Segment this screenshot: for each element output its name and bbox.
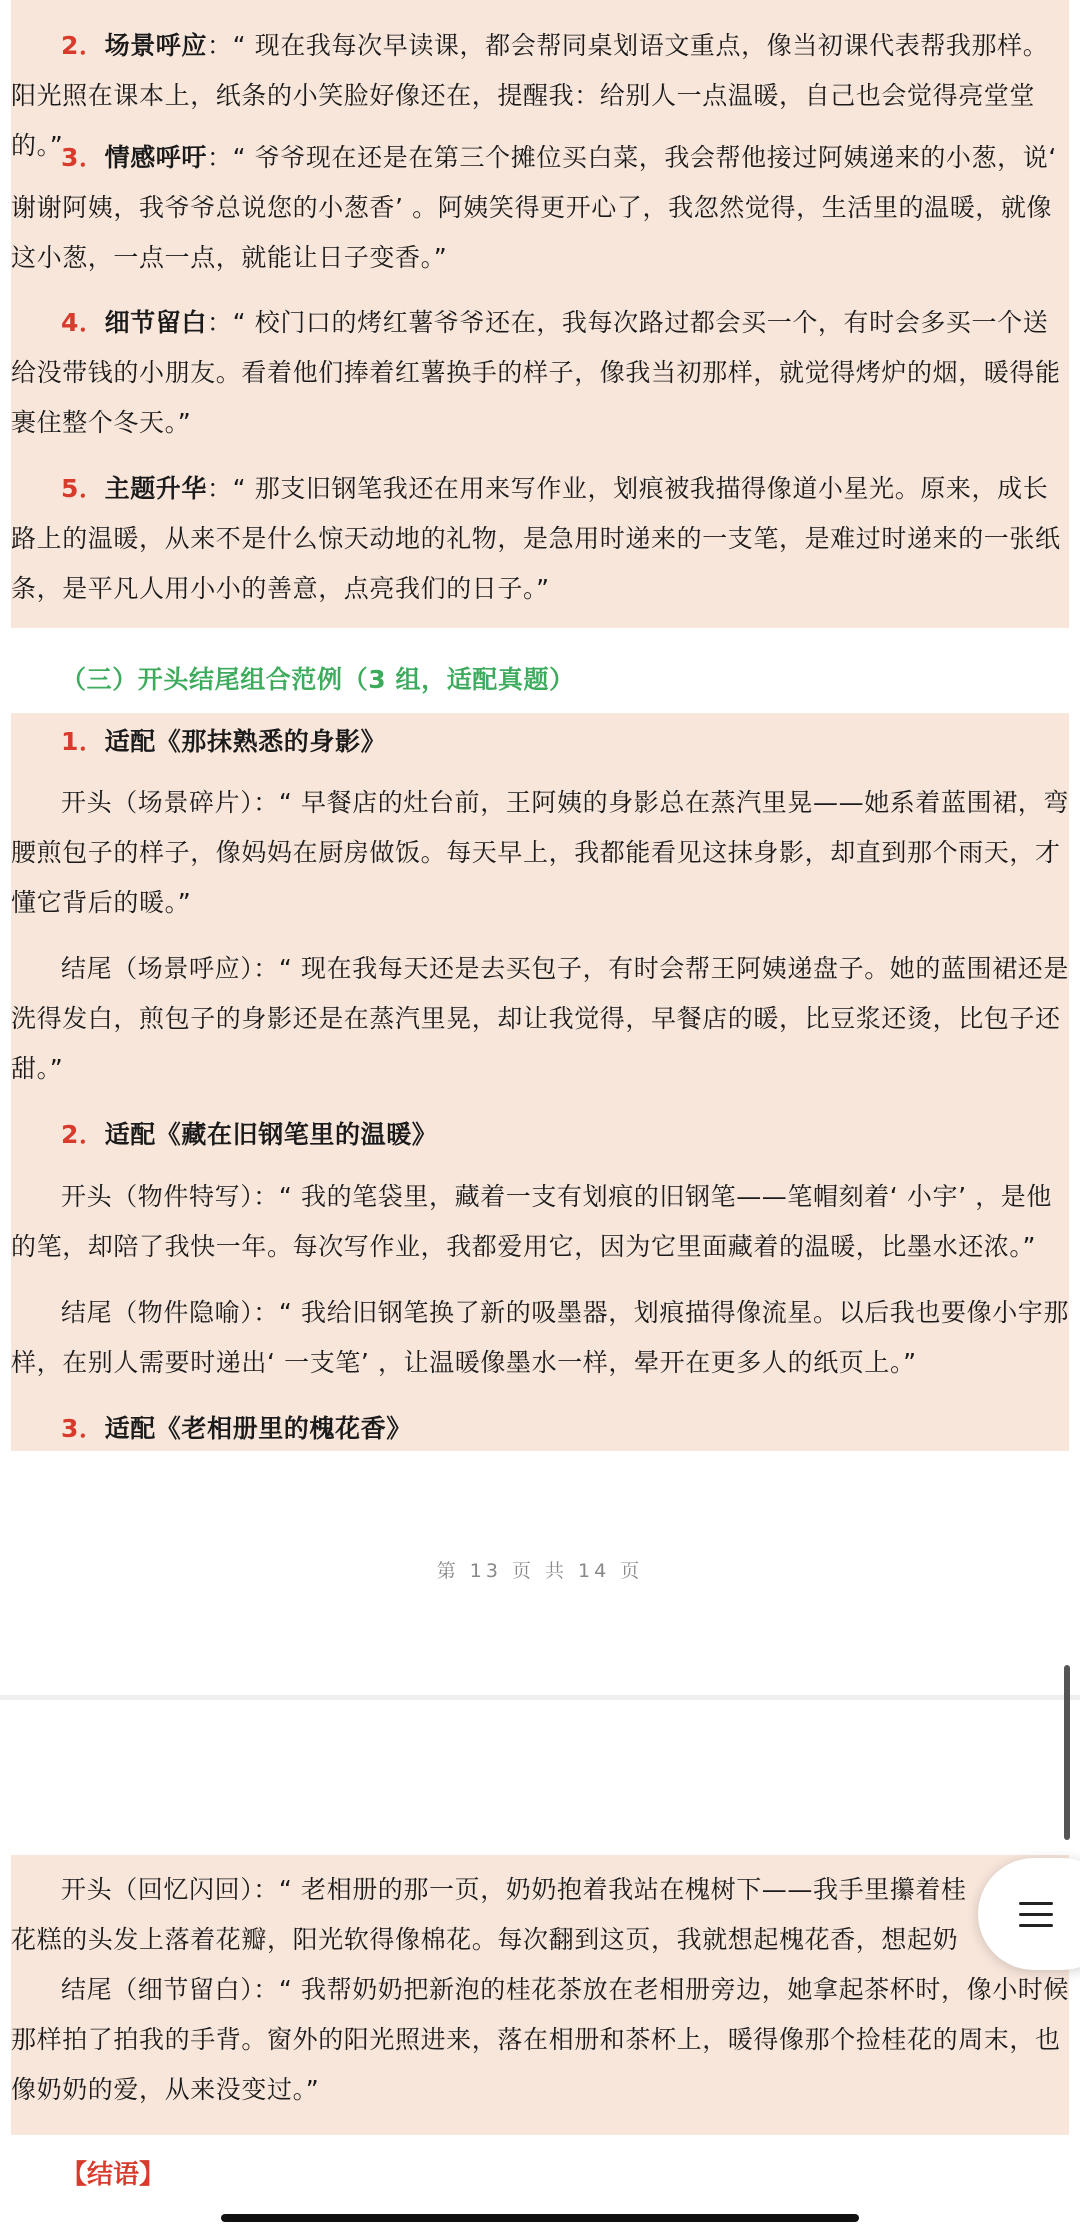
item-number: 5． (61, 474, 105, 503)
item-text: ：“ 爷爷现在还是在第三个摊位买白菜，我会帮他接过阿姨递来的小葱，说‘ 谢谢阿姨，我爷爷总说您的小葱香’ 。阿姨笑得更开心了，我忽然觉得，生活里的温暖，就像这小葱，一点一点，就能让日子变香。” (11, 143, 1057, 272)
group3-ending: 结尾（细节留白）：“ 我帮奶奶把新泡的桂花茶放在老相册旁边，她拿起茶杯时，像小时候那样拍了拍我的手背。窗外的阳光照进来，落在相册和茶杯上，暖得像那个捡桂花的周末，也像奶奶的爱，从来没变过。” (11, 1975, 1070, 2104)
hamburger-menu-icon (1019, 1902, 1053, 1935)
item-text: ：“ 校门口的烤红薯爷爷还在，我每次路过都会买一个，有时会多买一个送给没带钱的小朋友。看着他们捧着红薯换手的样子，像我当初那样，就觉得烤炉的烟，暖得能裹住整个冬天。” (11, 308, 1061, 437)
group-title-text: 适配《藏在旧钢笔里的温暖》 (104, 1120, 438, 1149)
group2-opening: 开头（物件特写）：“ 我的笔袋里，藏着一支有划痕的旧钢笔——笔帽刻着‘ 小宇’ ，是他的笔，却陪了我快一年。每次写作业，我都爱用它，因为它里面藏着的温暖，比墨水还浓。” (11, 1182, 1052, 1261)
item-label: 细节留白 (104, 308, 208, 337)
home-indicator[interactable] (221, 2214, 859, 2222)
scrollbar[interactable] (1064, 1665, 1070, 1840)
item-label: 场景呼应 (104, 31, 208, 60)
group-title-text: 适配《那抹熟悉的身影》 (104, 727, 387, 756)
item-4 (11, 298, 1069, 448)
item-3 (11, 133, 1069, 283)
item-label: 情感呼吁 (104, 143, 208, 172)
group1-title (11, 717, 1069, 767)
group-title-text: 适配《老相册里的槐花香》 (104, 1414, 412, 1443)
group3-title (11, 1404, 1069, 1454)
item-text: ：“ 现在我每次早读课，都会帮同桌划语文重点，像当初课代表帮我那样。阳光照在课本上，纸条的小笑脸好像还在，提醒我：给别人一点温暖，自己也会觉得亮堂堂的。” (11, 31, 1049, 160)
closing-heading: 【结语】 (61, 2160, 166, 2190)
item-text: ：“ 那支旧钢笔我还在用来写作业，划痕被我描得像道小星光。原来，成长路上的温暖，从来不是什么惊天动地的礼物，是急用时递来的一支笔，是难过时递来的一张纸条，是平凡人用小小的善意，点亮我们的日子。” (11, 474, 1061, 603)
group3-opening (11, 1865, 971, 1965)
group1-opening: 开头（场景碎片）：“ 早餐店的灶台前，王阿姨的身影总在蒸汽里晃——她系着蓝围裙，弯腰煎包子的样子，像妈妈在厨房做饭。每天早上，我都能看见这抹身影，却直到那个雨天，才懂它背后的暖。” (11, 788, 1070, 917)
floating-menu-button[interactable] (978, 1858, 1080, 1970)
item-label: 主题升华 (104, 474, 208, 503)
group1-ending: 结尾（场景呼应）：“ 现在我每天还是去买包子，有时会帮王阿姨递盘子。她的蓝围裙还是洗得发白，煎包子的身影还是在蒸汽里晃，却让我觉得，早餐店的暖，比豆浆还烫，比包子还甜。” (11, 954, 1070, 1083)
section-heading: （三）开头结尾组合范例（3 组，适配真题） (61, 665, 575, 694)
item-number: 4． (61, 308, 105, 337)
group-number: 3． (61, 1414, 105, 1443)
item-number: 2． (61, 31, 105, 60)
page-number-footer: 第 13 页 共 14 页 (436, 1560, 644, 1582)
item-number: 3． (61, 143, 105, 172)
group2-title (11, 1110, 1069, 1160)
group3-opening-text: 开头（回忆闪回）：“ 老相册的那一页，奶奶抱着我站在槐树下——我手里攥着桂花糕的头发上落着花瓣，阳光软得像棉花。每次翻到这页，我就想起槐花香，想起奶 (11, 1875, 967, 1954)
group2-ending: 结尾（物件隐喻）：“ 我给旧钢笔换了新的吸墨器，划痕描得像流星。以后我也要像小宇那样，在别人需要时递出‘ 一支笔’ ，让温暖像墨水一样，晕开在更多人的纸页上。” (11, 1298, 1070, 1377)
page-separator (0, 1695, 1080, 1700)
item-5 (11, 464, 1069, 614)
group-number: 2． (61, 1120, 105, 1149)
group-number: 1． (61, 727, 105, 756)
